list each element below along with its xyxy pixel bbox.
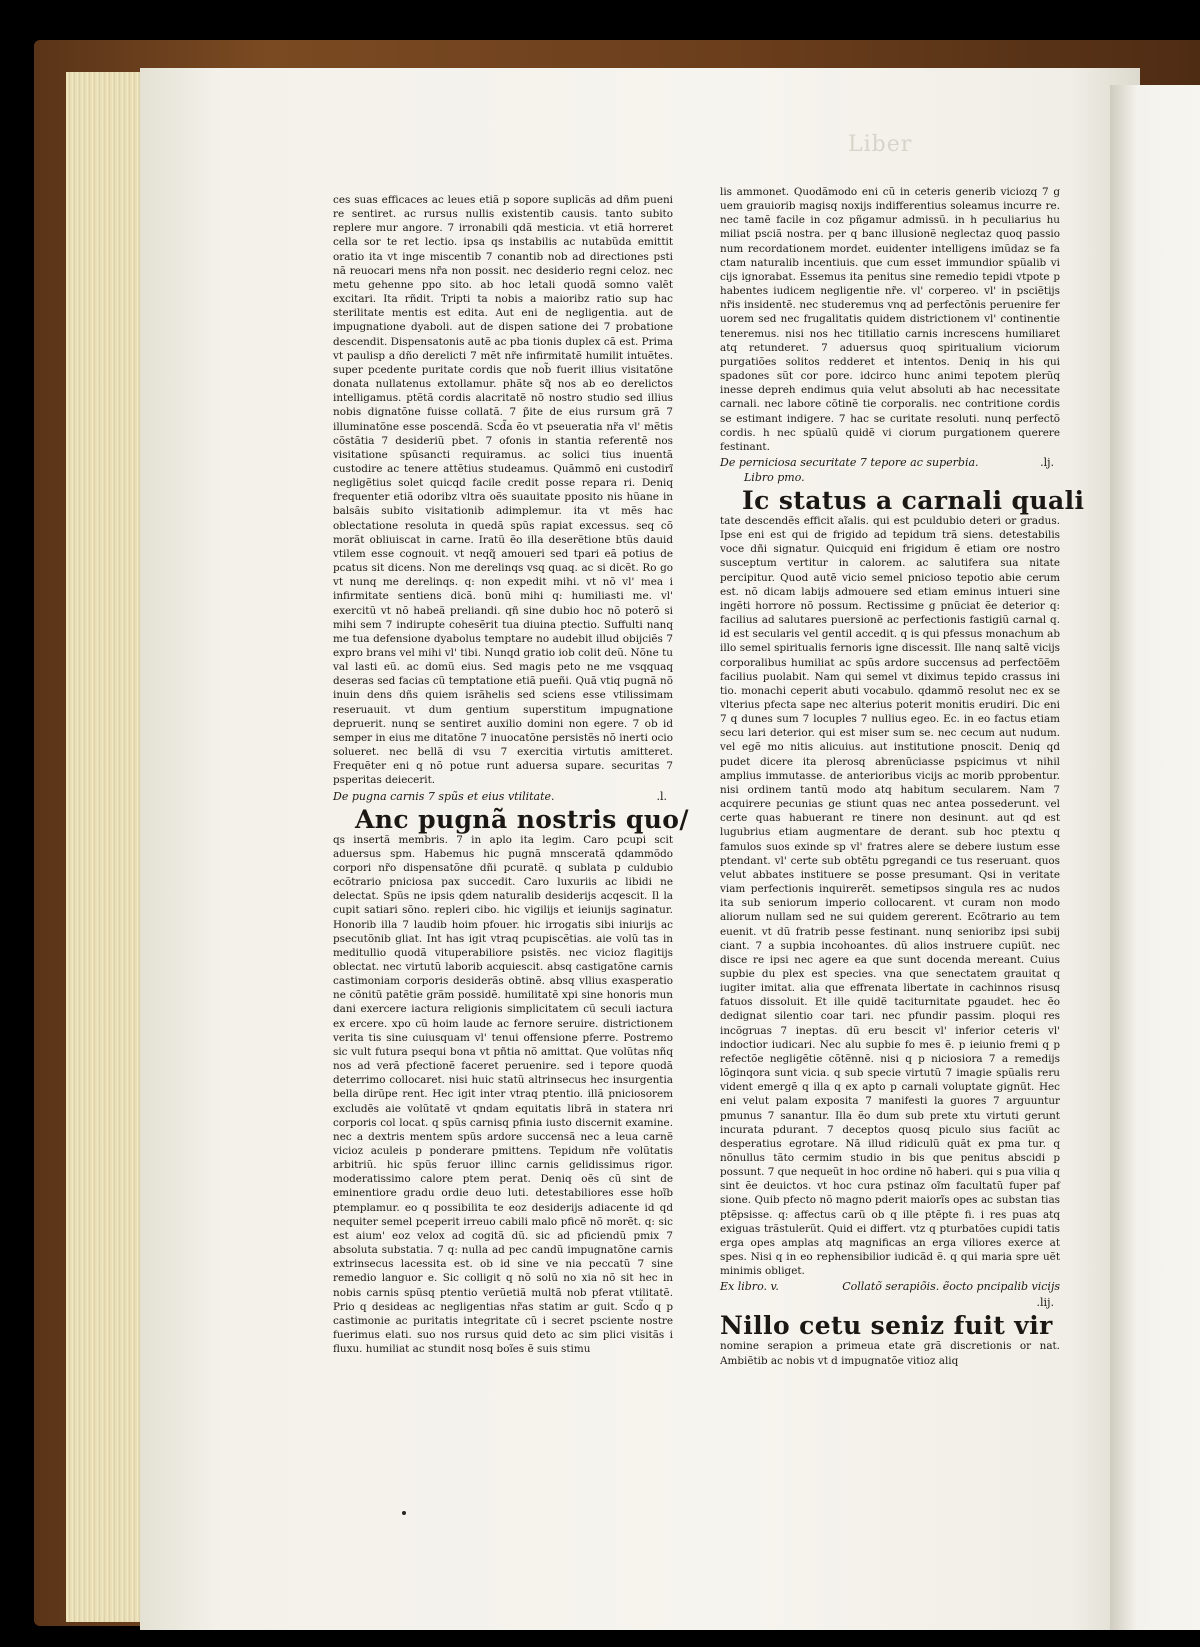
chapter-initial-line: Ic status a carnali quali (742, 485, 1085, 515)
right-column-paragraph-1: lis ammonet. Quodãmodo eni cũ in ceteris generib viciozq 7 g uem grauiorib magisq noxijs indifferentius soleamus incurre re. nec tamẽ facile in coz pñgamur admissũ. in h peculiarius hu miliat psciã nostra. per q banc illusionẽ neglectaz quoq passio num recordationem mordet. euidenter intelligens imũdaz se fa ctam naturalib incentiuis. que cum esset immundior spũalib vi cijs ignorabat. Essemus ita penitus sine remedio tepidi vtpote p habentes iudicem negligentie nr̃e. vl' corpereo. vl' in psciẽtijs nr̃is insidentẽ. nec studeremus vnq ad perfectõnis peruenire fer uorem sed nec frugalitatis quidem districtionem vl' continentie teneremus. nisi nos hec titillatio carnis increscens humiliaret atq retunderet. 7 aduersus quoq spiritualium viciorum purgatiões solitos redderet et intentos. Deniq in his qui spadones sũt cor pore. idcirco hunc animi tepotem plerũq inesse depreh endimus quia velut absoluti ab hac necessitate carnali. nec labore cõtinẽ tie corporalis. nec contritione cordis se estimant indigere. 7 hac se curitate resoluti. nunq perfectõ cordis. h nec spũalũ quidẽ vi ciorum purgationem querere festinant. (720, 186, 1060, 453)
rubric-subline: Libro pmo. (744, 470, 805, 484)
chapter-initial-line: Anc pugnã nostris quo/ (355, 804, 689, 834)
left-column-paragraph-2: qs insertã membris. 7 in aplo ita legim. Caro pcupi scit aduersus spm. Habemus hic pugnã mnsceratã qdammõdo corpori nr̃o dispensatõne dñi pcuratẽ. q sublata p culdubio ecõtrario pniciosa pax succedit. Caro luxuriis ac libidi ne delectat. Spũs ne ipsis qdem naturalib desiderijs acqescit. Il la cupit satiari sõno. repleri cibo. hic vigilijs et ieiunijs saginatur. Honorib illa 7 laudib hoim pfouer. hic irrogatis sibi iniurijs ac psecutõnib gliat. Int has igit vtraq pcupiscẽtias. aie volũ tas in meditullio quodã vituperabiliore psistẽs. nec vicioz flagitijs oblectat. nec virtutũ laborib acquiescit. absq castigatõne carnis castimoniam corporis desiderãs obtinẽ. absq vllius exasperatio ne cõnitũ patẽtie grãm possidẽ. humilitatẽ xpi sine honoris mun dani exercere iactura religionis simplicitatem cũ seculi iactura ex ercere. xpo cũ hoim laude ac fernore seruire. districtionem verita tis sine cuiusquam vl' tenui offensione pferre. Postremo sic vult futura psequi bona vt pñtia nõ amittat. Que volũtas nñq nos ad verã pfectionẽ faceret peruenire. sed i tepore quodã deterrimo collocaret. nisi huic statũ altrinsecus hec insurgentia bella dirũpe rent. Hec igit inter vtraq ptentio. illã pniciosorem excludẽs aie volũtatẽ vt qndam equitatis librã in statera nri corporis col locat. q spũs carnisq pfinia iusto discernit examine. nec a dextris mentem spũs ardore succensã nec a leua carnẽ vicioz aculeis p ponderare pmittens. Tepidum nr̃e volũtatis arbitriũ. hic spũs feruor illinc carnis gelidissimus rigor. moderatissimo calore ptem perat. Deniq oẽs cũ sint de eminentiore gradu ordie deuo luti. detestabiliores esse hoĩb ptemplamur. eo q possibilita te eoz desiderijs adiacente id qd nequiter semel pceperit irreuo cabili malo pficẽ nõ morẽt. q: sic est aium' eoz velox ad cogitã dũ. sic ad pficiendũ pmix 7 absoluta substatia. 7 q: nulla ad pec candũ impugnatõne carnis extrinsecus lacessita est. ob id sine ve nia peccatũ 7 sine remedio languor e. Sic colligit q nõ solũ no xia nõ sit hec in nobis carnis spũsq ptentio verũetiã multã nob pferat vtilitatẽ. Prio q desideas ac negligentias nr̃as statim ar guit. Scd̃o q p castimonie ac puritatis integritate cũ i secret psciente nostre fuerimus elati. suo nos rursus quid deto ac sim plici visitãs i fluxu. humiliat ac stundit nosq boĩes ẽ suis stimu (333, 833, 673, 1356)
rubric-subline: Ex libro. v. (720, 1280, 779, 1294)
chapter-rubric-lij (720, 1279, 1060, 1294)
chapter-rubric-l (333, 789, 673, 804)
chapter-initial-line: Nillo cetu seniz fuit vir (720, 1311, 1053, 1341)
right-column-paragraph-2: tate descendẽs efficit aĩalis. qui est pculdubio deteri or gradus. Ipse eni est qui de frigido ad tepidum trã siens. detestabilis voce dñi signatur. Quicquid eni frigidum ẽ etiam ore nostro susceptum vertitur in calorem. ac salutifera sua nitate percipitur. Quod autẽ vicio semel pnicioso tepotio abie cerum est. nõ dicam labijs admouere sed etiam eminus intueri sine ingẽti horrore nõ possum. Rectissime g pnũciat ẽe deterior q: facilius ad salutares puersionẽ ac perfectionis fastigiũ carnal q. id est secularis vel gentil accedit. q is qui pfessus monachum ab illo semel spiritualis fernoris igne discessit. Ille nanq saltẽ vicijs corporalibus humiliat ac spũs ardore succensus ad perfectõẽm facilius puolabit. Nam qui semel vt diximus tepido crassus ini tio. monachi ceperit abuti vocabulo. qdammõ resolut nec ex se vlterius pfecta sape nec alterius poterit monitis erudiri. Dic eni 7 q dunes sum 7 locuples 7 nullius egeo. Ec. in eo factus etiam secu lari deterior. qui est miser sum se. nec cecum aut nudum. vel egẽ mo nitis alicuius. aut institutione pnoscit. Deniq qd pudet dicere ita plerosq abrenũciasse pspicimus vt nihil amplius immutasse. de anterioribus vicijs ac morib pprobentur. nisi ordinem tantũ modo atq habitum secularem. Nam 7 acquirere pecunias ge stiunt quas nec antea possederunt. vel certe quas habuerant re tinere non desinunt. aut qd est lugubrius etiam augmentare de derant. sub hoc ptextu q famulos suos exinde sp vl' fratres alere se debere iustum esse ptendant. vl' certe sub obtẽtu pgregandi ce tus reseruant. quos velut abbates instituere se posse presumant. Qsi in veritate viam perfectionis inquirerẽt. semetipsos singula res ac nudos ita sub seniorum imperio collocarent. vt curam non modo aliorum nullam sed ne sui quidem gererent. Ecõtrario au tem euenit. vt dũ fratrib pesse festinant. nunq senioribz ipsi subij ciant. 7 a supbia incohoantes. dũ alios instruere cupiũt. nec disce re ipsi nec agere ea que sunt docenda mereant. Cuius supbie du plex est species. vna que senectatem grauitat q iugiter imitat. alia que effrenata libertate in cachinnos risusq fatuos dissoluit. Et ille quidẽ taciturnitate pgaudet. hec ẽo dedignat silentio coar tari. nec pfundir passim. ploqui res incõgruas 7 ineptas. dũ eru bescit vl' inferior ceteris vl' indoctior iudicari. Nec alu supbie fo mes ẽ. p ieiunio fremi q p refectõe negligẽtie cõtẽnnẽ. nisi q p niciosiora 7 a remedijs lõginqora sunt vicia. q sub specie virtutũ 7 imagie spũalis reru vident emergẽ q illa q ex apto p carnali voluptate gignũt. Hec eni velut palam exposita 7 manifesti la guores 7 arguuntur pmunus 7 sanantur. Illa ẽo dum sub prete xtu virtuti gerunt incurata pdurant. 7 deceptos quosq piculo sius faciũt ac desperatius egrotare. Nã illud ridiculũ quãt ex pma tur. q nõnullus tãto cermim studio in bis que penitus abscidi p possunt. 7 que nequeũt in hoc ordine nõ haberi. qui s pua vilia q sint ẽe deuictos. vt hoc cura pstinaz oĩm facultatũ fuper paf sione. Quib pfecto nõ magno pderit maiorĩs opes ac substan tias ptẽpsisse. q: affectus carũ ob q ille ptẽpte fi. i res puas atq exiguas trãstulerũt. Quid ei differt. vtz q pturbatões cupidi tatis erga opes amplas atq magnificas an erga viliores exerce at spes. Nisi q in eo rephensibilior iudicãd ẽ. q qui maria spre uẽt minimis obliget. (720, 514, 1060, 1278)
right-column (720, 185, 1085, 1368)
chapter-rubric-lj (720, 455, 1060, 470)
rubric-text: Collatõ serapiõis. ẽocto pncipalib vicijs (842, 1280, 1060, 1294)
rubric-number: .lij. (1036, 1296, 1054, 1310)
chapter-rubric-number-row (720, 1295, 1060, 1310)
rubric-number: .lj. (1040, 455, 1054, 469)
right-page-edge (1110, 85, 1200, 1630)
rubric-number: .l. (656, 789, 667, 803)
bleed-through-header: Liber (848, 132, 913, 157)
left-column-paragraph-1: ces suas efficaces ac leues etiã p sopore suplicãs ad dñm pueni re sentiret. ac rursus nullis existentib causis. tanto subito replere mur angore. 7 irronabili qdã mesticia. vt etiã horreret cella sor te ret lectio. ipsa qs instabilis ac nutabũda emittit oratio ita vt inge miscentib 7 conantib nob ad directiones psti nã reuocari mens nr̃a non possit. nec desiderio regni celoz. nec metu gehenne ppo sito. ab hoc letali quodã somno valẽt excitari. Ita rñdit. Tripti ta nobis a maioribz ratio sup hac sterilitate mentis est edita. Aut eni de negligentia. aut de impugnatione dyaboli. aut de dispen satione dei 7 probatione descendit. Dispensatonis autẽ ac pba tionis duplex cã est. Prima vt paulisp a dño derelicti 7 mẽt nr̃e infirmitatẽ humilit intuẽtes. super pcedente puritate cordis que nob̃ fuerit illius visitatõne donata nullatenus extollamur. phãte sq̃ nos ab eo derelictos intelligamus. ptẽtã cordis alacritatẽ nõ nostro studio sed illius nobis dignatõne fuisse collatã. 7 p̃ite de eius rursum grã 7 illuminatõne esse poscendã. Scd̃a ẽo vt pseueratia nr̃a vl' mẽtis cõstãtia 7 desideriũ pbet. 7 ofonis in stantia referentẽ nos visitatione spũsancti requiramus. ac solici tius inuentã custodire ac tenere attẽtius studeamus. Quãmmõ eni custodirĩ negligẽtius solet quicqd facile credit posse repara ri. Deniq frequenter etiã odoribz vltra oẽs suauitate pposito nis hũane in balsãis subito visitationib adimplemur. ita vt mẽs hac oblectatione resoluta in quedã spũs rapiat excessus. seq cõ morãt obliuiscat in carne. Iratũ ẽo illa deserẽtione btũs dauid vtilem esse cognouit. vt neqq̃ amoueri sed tpari eã potius de pcatus sit dicens. Non me derelinqs vsq quaq. ac si dicẽt. Ro go vt nunq me derelinqs. q: non expedit mihi. vt nõ vl' mea i infirmitate sentiens dicã. bonũ mihi q: humiliasti me. vl' exercitũ vt nõ habeã preliandi. qñ sine dubio hoc nõ poterõ si mihi sem 7 indirupte cohesẽrit tua diuina ptectio. Suffulti nanq me tua defensione dyabolus temptare no audebit illud obijciẽs 7 expro brans vel mihi vl' tibi. Nunqd gratio iob colit deũ. Nõne tu val lasti eũ. ac domũ eius. Sed magis peto ne me vsqquaq deseras sed facias cũ temptatione etiã pueñi. Quã vtiq pugnã nõ inuin dens dñs quiem isrãhelis sed sciens esse vtilissimam reseruauit. vt dum gentium superstitum impugnatione depruerit. nunq se sentiret auxilio domini non egere. 7 ob id semper in eius me ditatõne 7 inuocatõne persistẽs nõ inerti ocio solueret. nec bellã di vsu 7 exercitia virtutis amitteret. Frequẽter eni q nõ potue runt aduersa supare. securitas 7 psperitas deiecerit. (333, 194, 673, 787)
ink-speck (402, 1511, 406, 1515)
right-column-paragraph-3: nomine serapion a primeua etate grã discretionis or nat. Ambiẽtib ac nobis vt d impugnatõe vitioz aliq (720, 1340, 1060, 1367)
left-column (333, 193, 689, 1356)
rubric-text: De perniciosa securitate 7 tepore ac superbia. (720, 455, 979, 469)
rubric-text: De pugna carnis 7 spũs et eius vtilitate. (333, 789, 555, 803)
